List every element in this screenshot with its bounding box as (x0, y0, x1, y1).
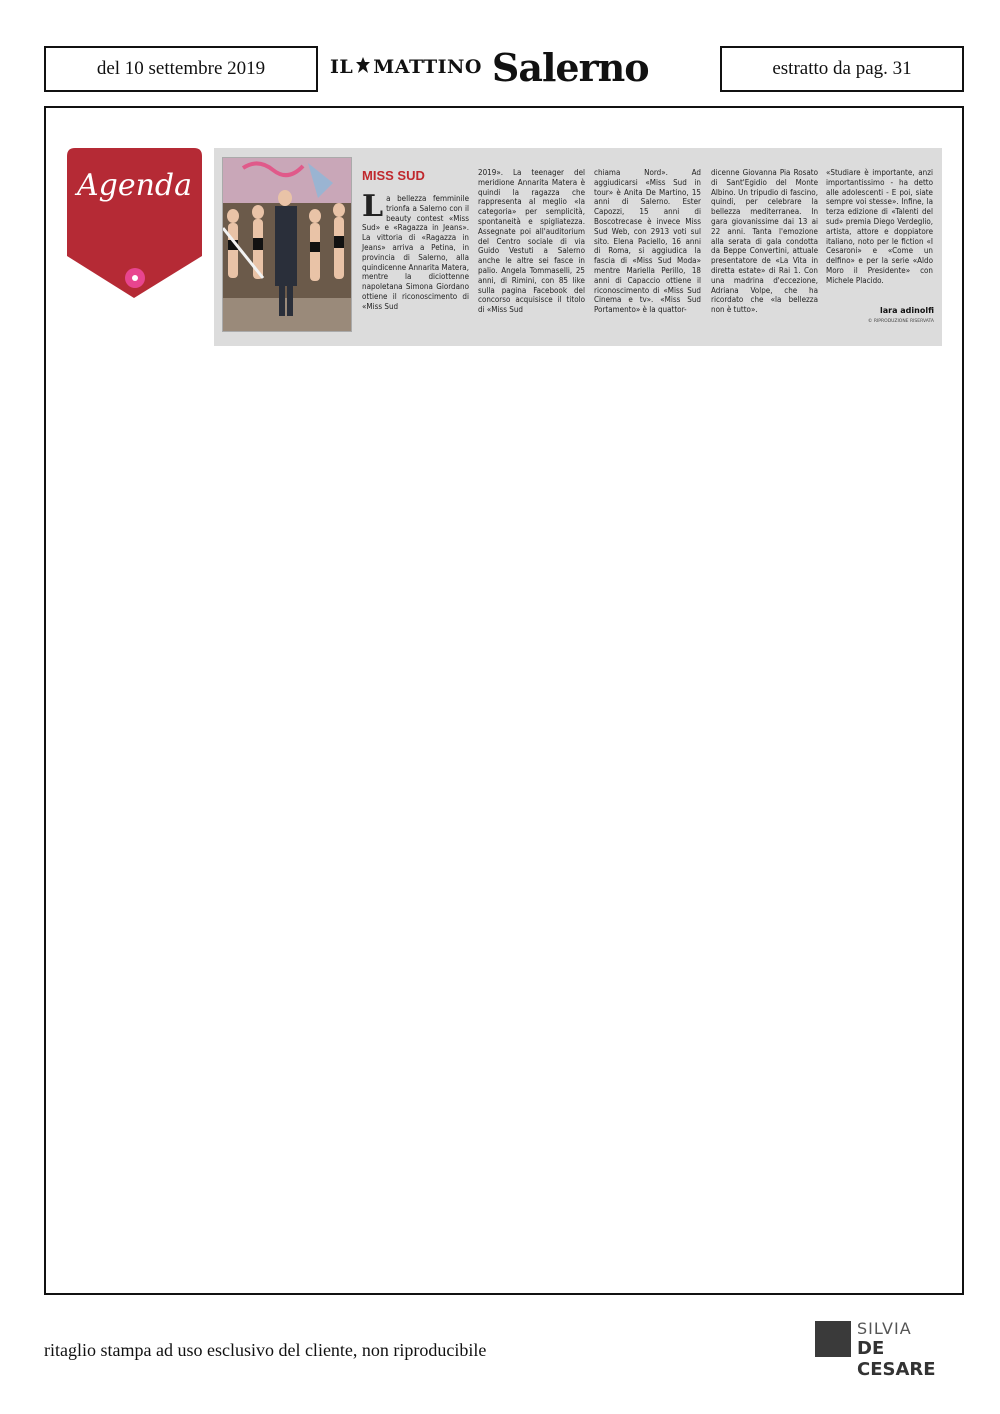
logo-square-icon (815, 1321, 851, 1357)
agenda-label: Agenda (76, 168, 193, 203)
crest-icon (355, 56, 371, 76)
agenda-badge (67, 148, 202, 300)
edition-name: Salerno (491, 44, 649, 90)
drop-cap: L (362, 189, 384, 224)
logo-line-2: DE CESARE (857, 1338, 936, 1380)
author-byline: lara adinolfi (880, 306, 934, 315)
publication-date: del 10 settembre 2019 (96, 58, 266, 79)
rights-notice: © RIPRODUZIONE RISERVATA (867, 319, 934, 324)
article-column-4: dicenne Giovanna Pia Rosato di Sant'Egidio del Monte Albino. Un tripudio di fascino, quindi, per celebrare la bellezza mediterranea. In gara giovanissime dai 13 ai 22 anni. Tanta l'emozione alla serata di gala condotta da Beppe Convertini, attuale presentatore de «La Vita in diretta estate» di Rai 1. Con una madrina d'eccezione, Adriana Volpe, che ha ricordato che «la bellezza non è tutto». (711, 168, 818, 315)
article-column-5: «Studiare è importante, anzi importantissimo - ha detto alle adolescenti - E poi, siate sempre voi stesse». Infine, la terza edizione di «Talenti del sud» premia Diego Verdeglio, artista, attore e doppiatore italiano, noto per le fiction «I Cesaroni» e «Come un delfino» e per la serie «Aldo Moro il Presidente» con Michele Placido. (826, 168, 933, 285)
column-1-text: a bellezza femminile trionfa a Salerno con il beauty contest «Miss Sud» e «Ragazza in Jeans». La vittoria di «Ragazza in Jeans» arriva a Petina, in provincia di Salerno, alla quindicenne Annarita Matera, mentre la diciottenne napoletana Simona Giordano ottiene il riconoscimento di «Miss Sud (362, 194, 469, 311)
page-reference-box (720, 46, 964, 92)
footer-disclaimer: ritaglio stampa ad uso esclusivo del cliente, non riproducibile (44, 1340, 487, 1360)
article-kicker: MISS SUD (362, 168, 425, 183)
date-box (44, 46, 318, 92)
logo-line-1: SILVIA (857, 1319, 912, 1338)
article-column-3: chiama Nord». Ad aggiudicarsi «Miss Sud in tour» è Anita De Martino, 15 anni di Salerno. Ester Capozzi, 15 anni di Boscotrecase è invece Miss Sud Web, con 2913 voti sul sito. Elena Paciello, 16 anni di Roma, si aggiudica la fascia di «Miss Sud Moda» mentre Mariella Perillo, 18 anni di Capaccio ottiene il riconoscimento di «Miss Sud Cinema e tv». «Miss Sud Portamento» è la quattor- (594, 168, 701, 315)
masthead-title: IL MATTINO (330, 56, 482, 78)
article-photo (222, 157, 352, 332)
masthead (330, 40, 702, 94)
article-clipping (214, 148, 942, 346)
article-column-1 (362, 189, 469, 312)
silvia-de-cesare-logo (815, 1319, 965, 1380)
page-reference: estratto da pag. 31 (772, 58, 912, 79)
article-column-2: 2019». La teenager del meridione Annarita Matera è quindi la ragazza che rappresenta al meglio «la categoria» per semplicità, spontaneità e spigliatezza. Assegnate poi all'auditorium del Centro sociale di via Guido Vestuti a Salerno anche le altre sei fasce in palio. Angela Tommaselli, 25 anni, di Rimini, con 85 like sulla pagina Facebook del concorso acquisisce il titolo di «Miss Sud (478, 168, 585, 315)
